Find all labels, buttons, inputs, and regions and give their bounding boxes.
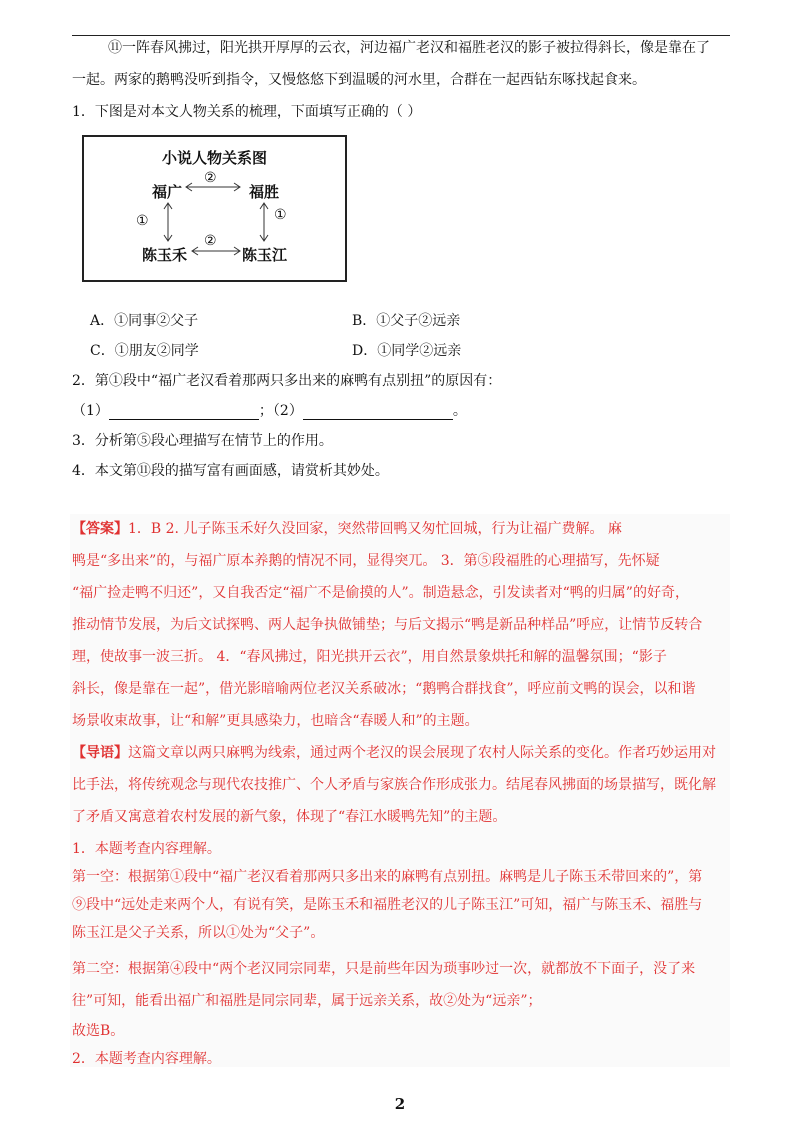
question-1-stem: 1．下图是对本文人物关系的梳理，下面填写正确的（ ） [72, 104, 422, 120]
diagram-arrows [84, 137, 345, 280]
diagram-title: 小说人物关系图 [161, 149, 267, 167]
analysis-line-8: 2．本题考查内容理解。 [72, 1051, 221, 1067]
blank-2 [303, 405, 453, 420]
blank-separator: ；（2） [258, 403, 303, 419]
blank-1 [109, 405, 259, 420]
analysis-line-4: 陈玉江是父子关系，所以①处为“父子”。 [72, 925, 325, 941]
guide-line-2: 比手法，将传统观念与现代农技推广、个人矛盾与家族合作形成张力。结尾春风拂面的场景描写，既化解 [72, 777, 716, 793]
relationship-diagram [82, 135, 347, 282]
analysis-line-1: 1．本题考查内容理解。 [72, 841, 221, 857]
option-b: B．①父子②远亲 [352, 313, 461, 329]
diagram-node-chenyuhe: 陈玉禾 [142, 246, 188, 264]
answer-line-1: 【答案】1．B 2. 儿子陈玉禾好久没回家，突然带回鸭又匆忙回城，行为让福广费解。 麻 [72, 521, 622, 537]
question-3: 3．分析第⑤段心理描写在情节上的作用。 [72, 433, 333, 449]
analysis-line-2: 第一空：根据第①段中“福广老汉看着那两只多出来的麻鸭有点别扭。麻鸭是儿子陈玉禾带回来的”，第 [72, 869, 703, 885]
answer-line-7: 场景收束故事，让“和解”更具感染力，也暗含“春暖人和”的主题。 [72, 713, 479, 729]
blank-end: 。 [452, 403, 467, 419]
guide-line-1: 【导语】这篇文章以两只麻鸭为线索，通过两个老汉的误会展现了农村人际关系的变化。作者巧妙运用对 [72, 745, 716, 761]
question-2-blanks [72, 400, 467, 420]
question-4: 4．本文第⑪段的描写富有画面感，请赏析其妙处。 [72, 463, 389, 479]
guide-tag: 【导语】 [72, 745, 128, 761]
option-d: D．①同学②远亲 [352, 343, 462, 359]
answer-line-6: 斜长，像是靠在一起”，借光影暗喻两位老汉关系破冰；“鹅鸭合群找食”，呼应前文鸭的误会，以和谐 [72, 681, 696, 697]
blank-1-label: （1） [72, 403, 109, 419]
diagram-left-mark: ① [136, 213, 149, 229]
answer-line-5: 理，使故事一波三折。 4．“春风拂过，阳光拱开云衣”，用自然景象烘托和解的温馨氛围；“影子 [72, 649, 667, 665]
diagram-bottom-mark: ② [204, 233, 217, 249]
analysis-line-3: ⑨段中“远处走来两个人，有说有笑，是陈玉禾和福胜老汉的儿子陈玉江”可知，福广与陈玉禾、福胜与 [72, 897, 703, 913]
answer-line-2: 鸭是“多出来”的，与福广原本养鹅的情况不同，显得突兀。 3．第⑤段福胜的心理描写，先怀疑 [72, 553, 660, 569]
diagram-node-fusheng: 福胜 [249, 183, 280, 201]
guide-line-3: 了矛盾又寓意着农村发展的新气象，体现了“春江水暖鸭先知”的主题。 [72, 809, 507, 825]
answer-line-4: 推动情节发展，为后文试探鸭、两人起争执做铺垫；与后文揭示“鸭是新品种样品”呼应，让情节反转合 [72, 617, 703, 633]
page-number: 2 [394, 1095, 406, 1113]
top-rule [72, 35, 730, 36]
option-c: C．①朋友②同学 [90, 343, 199, 359]
answer-tag: 【答案】 [72, 521, 128, 537]
analysis-line-7: 故选B。 [72, 1023, 125, 1039]
option-a: A．①同事②父子 [90, 313, 199, 329]
answer-line-3: “福广捡走鸭不归还”，又自我否定“福广不是偷摸的人”。制造悬念，引发读者对“鸭的归属”的好奇， [72, 585, 689, 601]
diagram-node-chenyujiang: 陈玉江 [242, 246, 288, 264]
diagram-node-fuguang: 福广 [152, 183, 183, 201]
analysis-line-6: 往”可知，能看出福广和福胜是同宗同辈，属于远亲关系，故②处为“远亲”； [72, 993, 542, 1009]
passage-line-2: 一起。两家的鹅鸭没听到指令，又慢悠悠下到温暖的河水里，合群在一起西钻东啄找起食来。 [72, 72, 646, 88]
passage-line-1: ⑪一阵春风拂过，阳光拱开厚厚的云衣，河边福广老汉和福胜老汉的影子被拉得斜长，像是靠在了 [108, 40, 710, 56]
diagram-top-mark: ② [204, 170, 217, 186]
diagram-right-mark: ① [274, 207, 287, 223]
analysis-line-5: 第二空：根据第④段中“两个老汉同宗同辈，只是前些年因为琐事吵过一次，就都放不下面子，没了来 [72, 961, 696, 977]
question-2-stem: 2．第①段中“福广老汉看着那两只多出来的麻鸭有点别扭”的原因有： [72, 373, 502, 389]
